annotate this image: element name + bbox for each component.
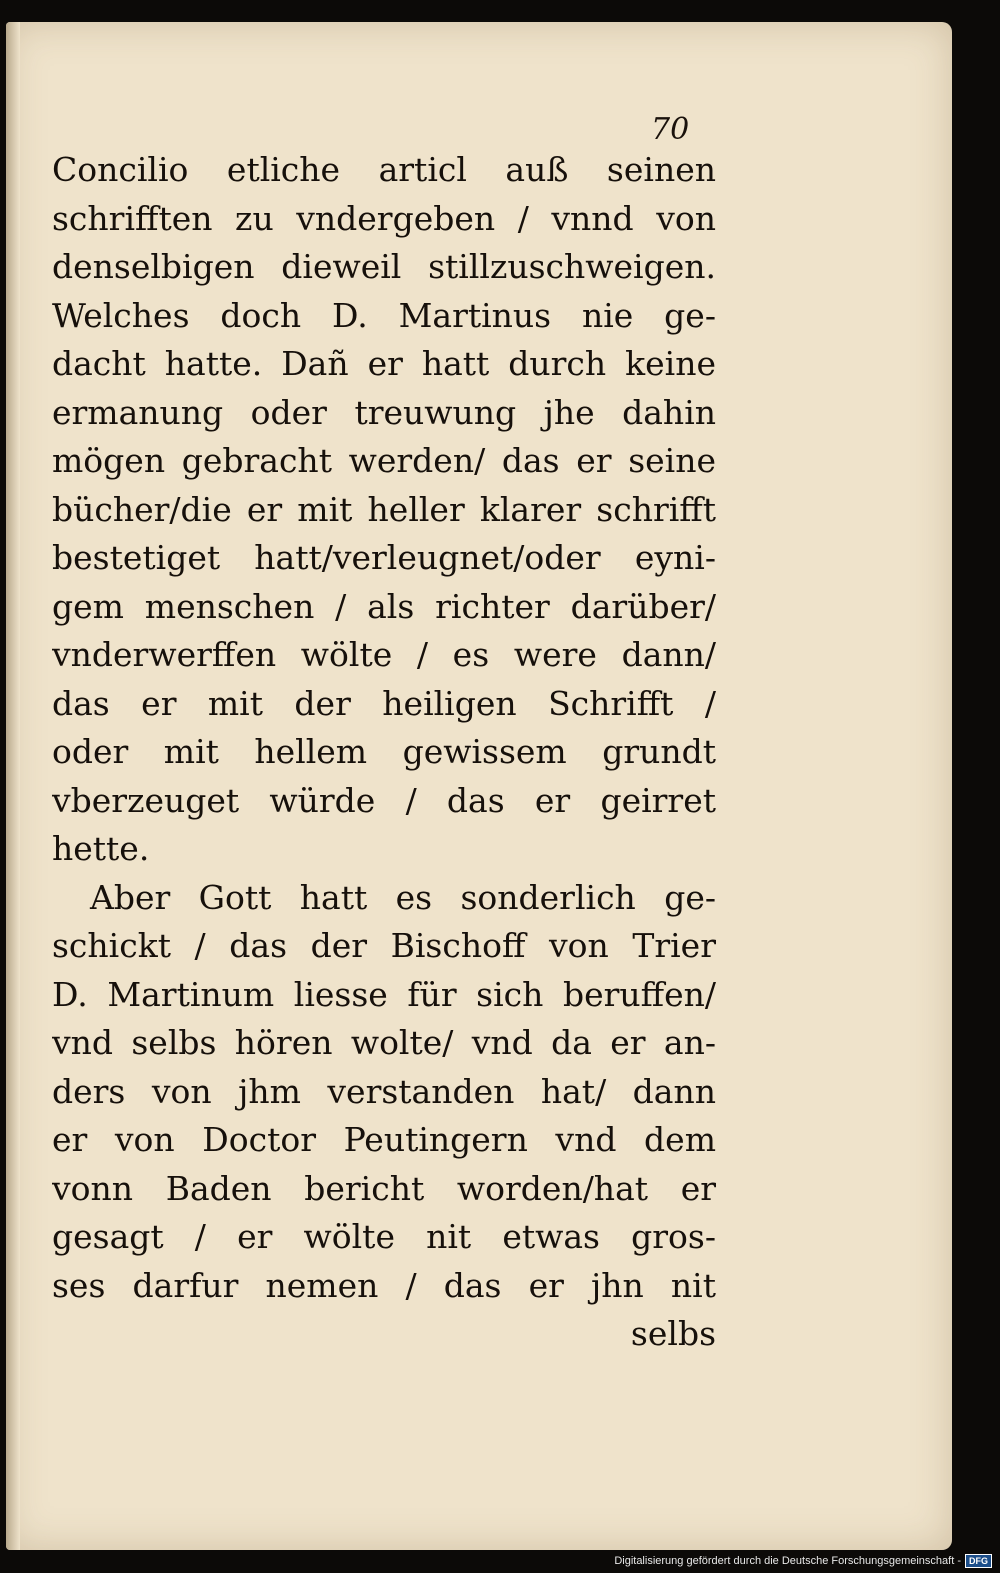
credit-text: Digitalisierung gefördert durch die Deutsche Forschungsgemeinschaft - (614, 1555, 961, 1567)
text-line: mögen gebracht werden/ das er seine (52, 441, 716, 480)
text-line: bestetiget hatt/verleugnet/oder eyni- (52, 538, 716, 577)
text-line: vonn Baden bericht worden/hat er (52, 1168, 716, 1208)
text-line: Welches doch D. Martinus nie ge- (52, 295, 716, 335)
text-line: Concilio etliche articl auß seinen (52, 150, 716, 189)
text-line: dacht hatte. Dañ er hatt durch keine (52, 344, 716, 383)
page-number: 70 (651, 112, 690, 147)
text-line: hette. (52, 829, 150, 868)
text-line: bücher/die er mit heller klarer schrifft (52, 489, 716, 529)
text-line: vnderwerffen wölte / es were dann/ (52, 635, 716, 674)
page-gutter-shadow (6, 22, 20, 1550)
text-line: das er mit der heiligen Schrifft / (52, 683, 716, 723)
text-line: vnd selbs hören wolte/ vnd da er an- (52, 1023, 716, 1062)
text-line: D. Martinum liesse für sich beruffen/ (52, 974, 716, 1014)
text-line: schrifften zu vndergeben / vnnd von (52, 198, 716, 238)
text-line: ders von jhm verstanden hat/ dann (52, 1071, 716, 1111)
catchword: selbs (630, 1314, 716, 1353)
text-line: vberzeuget würde / das er geirret (52, 780, 716, 820)
text-line: ermanung oder treuwung jhe dahin (52, 392, 716, 432)
text-line: ses darfur nemen / das er jhn nit (52, 1265, 716, 1305)
dfg-logo: DFG (965, 1554, 992, 1568)
text-line: oder mit hellem gewissem grundt (52, 732, 716, 771)
text-line: schickt / das der Bischoff von Trier (52, 926, 716, 965)
text-line: denselbigen dieweil stillzuschweigen. (52, 247, 716, 286)
text-line: er von Doctor Peutingern vnd dem (52, 1120, 716, 1159)
book-page (6, 22, 952, 1550)
body-text (52, 146, 716, 1359)
text-line: Aber Gott hatt es sonderlich ge- (90, 877, 716, 917)
text-line: gem menschen / als richter darüber/ (52, 586, 716, 626)
text-line: gesagt / er wölte nit etwas gros- (52, 1217, 716, 1256)
digitization-credit (614, 1552, 992, 1570)
